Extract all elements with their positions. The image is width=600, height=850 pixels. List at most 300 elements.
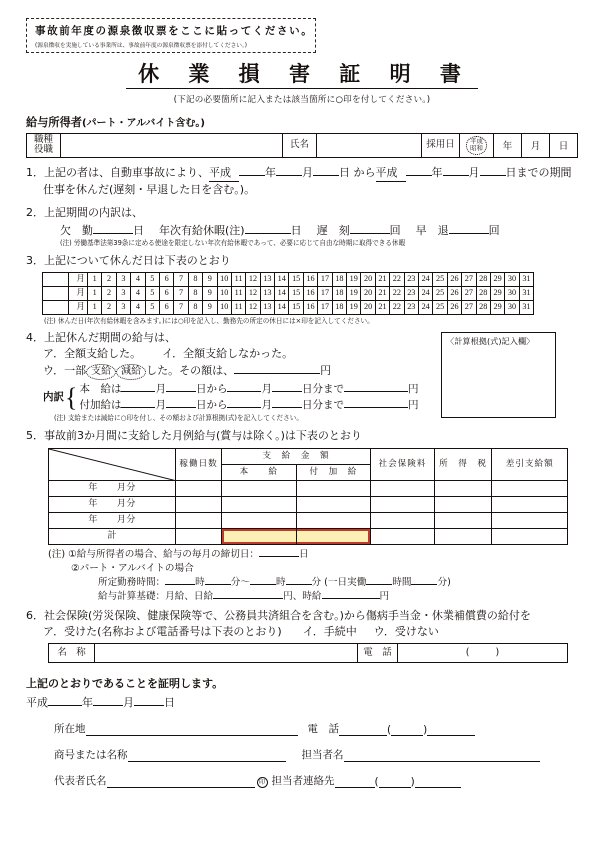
item-4-option-reduce[interactable]: 減給 (116, 364, 146, 381)
calendar-day-cell[interactable]: 22 (390, 286, 404, 300)
item-4-base-from-month-unit: 月 (155, 383, 166, 396)
calendar-day-cell[interactable]: 20 (361, 272, 375, 286)
item-4-base-to-day-unit: 日分まで (301, 383, 344, 396)
contact-tel-last-input[interactable] (415, 775, 461, 788)
insurer-tel-input[interactable] (398, 644, 568, 663)
calendar-day-cell[interactable]: 15 (289, 272, 303, 286)
calendar-day-cell[interactable]: 8 (188, 300, 202, 314)
cert-month-unit: 月 (123, 696, 134, 710)
contact-name-label: 担当者名 (301, 749, 344, 762)
insurer-name-label: 名 称 (49, 644, 95, 663)
item-5-start-hour[interactable] (165, 584, 195, 585)
calendar-day-cell[interactable]: 4 (131, 300, 145, 314)
item-5-end-hour[interactable] (250, 584, 276, 585)
item-4-extra-yen: 円 (407, 398, 419, 411)
table-row (49, 512, 568, 528)
calendar-day-cell[interactable]: 19 (347, 272, 361, 286)
section-heading-sub: (パート・アルバイト含む。) (81, 118, 205, 130)
calendar-day-cell[interactable]: 23 (404, 286, 418, 300)
item-5-end-hour-unit: 時 (275, 576, 286, 588)
calendar-day-cell[interactable]: 6 (159, 286, 173, 300)
calendar-day-cell[interactable]: 10 (217, 300, 231, 314)
item-2-late-label: 遅 刻 (316, 224, 350, 238)
header-net-pay: 差引支給額 (492, 448, 568, 480)
item-5-actual-label: 分 (一日実働 (311, 576, 367, 588)
salary-table-corner-cell (49, 448, 176, 480)
calendar-day-cell[interactable]: 8 (188, 286, 202, 300)
calendar-day-cell[interactable]: 27 (462, 286, 476, 300)
contact-name-input[interactable] (344, 749, 540, 762)
salary-row-2-net[interactable] (492, 496, 568, 512)
worker-info-table (26, 133, 578, 158)
item-5-start-min[interactable] (205, 584, 231, 585)
item-1-month-unit-2: 月 (468, 165, 480, 179)
calendar-day-cell[interactable]: 29 (490, 300, 504, 314)
calendar-day-cell[interactable]: 17 (318, 286, 332, 300)
contact-paren-left: ( (374, 776, 379, 789)
hire-day-label[interactable]: 日 (550, 134, 578, 158)
item-4-option-i[interactable]: イ．全額支給しなかった。 (162, 346, 294, 360)
salary-row-1-net[interactable] (492, 480, 568, 496)
calendar-day-cell[interactable]: 31 (519, 300, 533, 314)
item-4-text: 上記休んだ期間の給与は、 (44, 330, 176, 344)
salary-row-3-net[interactable] (492, 512, 568, 528)
calendar-day-cell[interactable]: 21 (375, 272, 389, 286)
item-5-number: 5． (26, 428, 44, 442)
table-total-row (49, 528, 568, 544)
item-1-era-1[interactable]: 平成 (209, 165, 239, 182)
item-5-start-min-unit: 分～ (230, 576, 250, 588)
item-4-base-yen: 円 (407, 383, 419, 396)
item-4-breakdown-label: 内訳 (43, 391, 64, 404)
calendar-day-cell[interactable]: 4 (131, 286, 145, 300)
calendar-blank-cell (43, 272, 69, 286)
item-2-late-input[interactable] (350, 233, 390, 234)
salary-row-1-tax[interactable] (434, 480, 492, 496)
item-4-base-from-month[interactable] (121, 391, 155, 392)
calendar-day-cell[interactable]: 7 (174, 286, 188, 300)
item-5-daily-wage-input[interactable] (213, 598, 283, 599)
hire-month-label[interactable]: 月 (522, 134, 550, 158)
address-input[interactable] (86, 723, 298, 736)
calendar-day-cell[interactable]: 3 (116, 272, 130, 286)
monthly-salary-table (48, 448, 568, 545)
item-6-option-a[interactable]: ア．受けた(名称および電話番号は下表のとおり) (43, 625, 282, 639)
calendar-day-cell[interactable]: 25 (433, 272, 447, 286)
item-5-actual-hour-unit: 時間 (392, 576, 412, 588)
item-5 (26, 428, 578, 604)
calendar-blank-cell (43, 286, 69, 300)
table-row (49, 644, 568, 663)
item-1-day-unit-2: 日 (505, 165, 517, 179)
cert-era: 平成 (26, 696, 48, 710)
calendar-day-cell[interactable]: 1 (88, 286, 102, 300)
item-1-month-1[interactable] (276, 175, 302, 176)
calendar-day-cell[interactable]: 28 (476, 300, 490, 314)
worker-name-input[interactable] (317, 134, 422, 158)
tel-mid-input[interactable] (391, 723, 423, 736)
header-base-pay: 本 給 (221, 464, 296, 480)
calendar-day-cell[interactable]: 13 (260, 272, 274, 286)
calendar-day-cell[interactable]: 16 (303, 300, 317, 314)
item-6 (26, 608, 578, 663)
footer-paren-left: ( (387, 724, 392, 737)
item-5-actual-min[interactable] (411, 584, 437, 585)
calendar-day-cell[interactable]: 28 (476, 272, 490, 286)
calendar-day-cell[interactable]: 15 (289, 286, 303, 300)
company-name-label: 商号または名称 (54, 749, 128, 762)
calendar-day-cell[interactable]: 14 (275, 272, 289, 286)
calendar-day-cell[interactable]: 17 (318, 272, 332, 286)
item-4-extra-to-month[interactable] (227, 407, 261, 408)
item-4-amount-input[interactable] (234, 373, 320, 374)
item-4-base-amount[interactable] (344, 391, 408, 392)
calendar-day-cell[interactable]: 21 (375, 300, 389, 314)
calendar-day-cell[interactable]: 12 (246, 300, 260, 314)
calendar-day-cell[interactable]: 4 (131, 272, 145, 286)
table-header-row (49, 448, 568, 464)
calendar-day-cell[interactable]: 31 (519, 272, 533, 286)
item-4-note: (注) 支給または減給に○印を付し、その額および計算根拠(式)を記入してください。 (54, 413, 303, 422)
contact-tel-mid-input[interactable] (379, 775, 411, 788)
item-5-note-4 (26, 590, 578, 604)
calendar-day-cell[interactable]: 9 (203, 272, 217, 286)
calendar-day-cell[interactable]: 18 (332, 272, 346, 286)
calendar-day-cell[interactable]: 24 (418, 286, 432, 300)
item-4-base-from-day-unit: 日から (195, 383, 228, 396)
footer-paren-right: ) (423, 724, 428, 737)
salary-row-1-workdays[interactable] (176, 480, 222, 496)
item-4-extra-to-day-unit: 日分まで (301, 398, 344, 411)
table-row (43, 300, 534, 314)
calendar-day-cell[interactable]: 16 (303, 272, 317, 286)
item-2-number: 2． (26, 205, 44, 219)
table-row (43, 286, 534, 300)
calendar-month-cell[interactable]: 月 (69, 286, 88, 300)
insurer-name-input[interactable] (95, 644, 358, 663)
calendar-day-cell[interactable]: 6 (159, 300, 173, 314)
calendar-day-cell[interactable]: 11 (231, 272, 245, 286)
item-2-paid-leave-input[interactable] (245, 233, 291, 234)
era-oval[interactable] (466, 136, 487, 154)
item-5-cutoff-day-unit: 日 (299, 548, 309, 560)
calendar-day-cell[interactable]: 28 (476, 286, 490, 300)
calendar-day-cell[interactable]: 19 (347, 286, 361, 300)
salary-row-2-tax[interactable] (434, 496, 492, 512)
calendar-day-cell[interactable]: 16 (303, 286, 317, 300)
header-income-tax: 所 得 税 (434, 448, 492, 480)
tel-paren-left: ( (465, 647, 470, 659)
calendar-blank-cell (43, 300, 69, 314)
calendar-day-cell[interactable]: 5 (145, 300, 159, 314)
item-4-base-to-month[interactable] (227, 391, 261, 392)
item-4-extra-label: 付加給は (79, 398, 122, 411)
salary-row-2-workdays[interactable] (176, 496, 222, 512)
salary-total-base-highlighted[interactable] (221, 528, 296, 544)
item-4-extra-from-month[interactable] (121, 407, 155, 408)
item-2-absence-label: 欠 勤 (60, 224, 93, 238)
calendar-day-cell[interactable]: 2 (102, 286, 116, 300)
calendar-day-cell[interactable]: 27 (462, 272, 476, 286)
calendar-month-cell[interactable]: 月 (69, 272, 88, 286)
contact-tel-label: 担当者連絡先 (271, 775, 335, 788)
salary-row-2-extra[interactable] (296, 496, 371, 512)
item-4-extra-amount[interactable] (344, 407, 408, 408)
item-5-note-2: ②パート・アルバイトの場合 (71, 562, 194, 574)
item-2-fields (26, 223, 578, 239)
page-title: 休 業 損 害 証 明 書 (126, 62, 478, 89)
cert-month-input[interactable] (93, 705, 123, 706)
item-5-hourly-wage-unit: 円 (379, 590, 390, 602)
item-4-option-pay[interactable]: 支給 (86, 364, 116, 381)
representative-label: 代表者氏名 (54, 775, 107, 788)
calendar-day-cell[interactable]: 10 (217, 272, 231, 286)
footer-representative-row (26, 773, 578, 788)
salary-total-insurance[interactable] (371, 528, 435, 544)
calendar-day-cell[interactable]: 19 (347, 300, 361, 314)
calendar-day-cell[interactable]: 22 (390, 272, 404, 286)
salary-row-3-insurance[interactable] (371, 512, 435, 528)
calendar-day-cell[interactable]: 25 (433, 300, 447, 314)
item-4-option-a[interactable]: ア．全額支給した。 (43, 346, 142, 360)
calendar-day-cell[interactable]: 11 (231, 286, 245, 300)
item-1-month-unit-1: 月 (302, 165, 313, 179)
calendar-day-cell[interactable]: 2 (102, 300, 116, 314)
footer-tel-label: 電 話 (307, 723, 339, 736)
item-4-extra-to-day[interactable] (272, 407, 302, 408)
item-1-text: 上記の者は、自動車事故により、 (44, 165, 209, 179)
item-4-extra-to-month-unit: 月 (261, 398, 272, 411)
item-6-option-u[interactable]: ウ．受けない (373, 625, 439, 639)
cert-year-unit: 年 (82, 696, 93, 710)
item-1-day-unit-1: 日 (339, 165, 350, 179)
item-3-number: 3． (26, 253, 44, 267)
item-1-year-unit-1: 年 (265, 165, 276, 179)
contact-tel-area-input[interactable] (335, 775, 375, 788)
era-heisei: 平成 (470, 137, 483, 146)
item-4-option-u-suffix: した。その額は、 (146, 363, 235, 377)
item-1-month-2[interactable] (443, 175, 469, 176)
calendar-day-cell[interactable]: 13 (260, 300, 274, 314)
calendar-day-cell[interactable]: 20 (361, 286, 375, 300)
item-4-extra-from-day-unit: 日から (195, 398, 228, 411)
salary-total-extra-highlighted[interactable] (296, 528, 371, 544)
item-5-basis-label: 給与計算基礎：月給、日給 (98, 590, 214, 602)
calendar-day-cell[interactable]: 9 (203, 286, 217, 300)
header-workdays: 稼働日数 (176, 448, 222, 480)
salary-row-3-period[interactable]: 年 月分 (49, 512, 176, 528)
item-4-base-to-month-unit: 月 (261, 383, 272, 396)
calendar-day-cell[interactable]: 30 (505, 272, 519, 286)
calendar-day-cell[interactable]: 7 (174, 300, 188, 314)
calendar-day-cell[interactable]: 11 (231, 300, 245, 314)
job-title-label: 職種 役職 (27, 134, 61, 158)
item-2-note: (注) 労働基準法第39条に定める使途を限定しない年次有給休暇であって、必要に応じて自由な時期に取得できる休暇 (60, 239, 406, 248)
header-extra-pay: 付 加 給 (296, 464, 371, 480)
calculation-basis-box[interactable] (441, 332, 556, 418)
item-5-note-1 (26, 548, 578, 562)
calendar-day-cell[interactable]: 23 (404, 272, 418, 286)
certification-footer (26, 675, 578, 788)
calendar-day-cell[interactable]: 9 (203, 300, 217, 314)
seal-icon: 印 (257, 777, 268, 788)
footer-company-row (26, 747, 578, 762)
table-row (49, 480, 568, 496)
calendar-day-cell[interactable]: 14 (275, 300, 289, 314)
job-title-input[interactable] (61, 134, 283, 158)
section-salaried-worker (26, 114, 578, 130)
item-1-era-2[interactable]: 平成 (376, 165, 406, 182)
certification-date-row (26, 694, 578, 710)
calendar-day-cell[interactable]: 29 (490, 272, 504, 286)
worker-name-label: 氏名 (283, 134, 317, 158)
calendar-day-cell[interactable]: 18 (332, 300, 346, 314)
item-4-number: 4． (26, 330, 44, 344)
calendar-day-cell[interactable]: 5 (145, 286, 159, 300)
tel-last-input[interactable] (427, 723, 475, 736)
item-1-until: までの期間 (516, 165, 572, 179)
company-name-input[interactable] (128, 749, 286, 762)
item-4-base-from-day[interactable] (166, 391, 196, 392)
representative-input[interactable] (107, 775, 255, 788)
item-5-actual-min-unit: 分) (437, 576, 451, 588)
calendar-day-cell[interactable]: 12 (246, 286, 260, 300)
diagonal-line-icon (49, 449, 176, 481)
insurer-tel-label: 電 話 (358, 644, 398, 663)
paste-box-sub-text: (源泉徴収を実施している事業所は、事故前年度の源泉徴収票を添付してください。) (35, 43, 248, 49)
certification-statement: 上記のとおりであることを証明します。 (26, 677, 224, 691)
salary-total-net[interactable] (492, 528, 568, 544)
calendar-day-cell[interactable]: 24 (418, 272, 432, 286)
item-1-day-1[interactable] (313, 175, 339, 176)
calendar-day-cell[interactable]: 23 (404, 300, 418, 314)
calendar-day-cell[interactable]: 26 (447, 286, 461, 300)
item-1-from: から (353, 165, 376, 179)
tel-area-input[interactable] (339, 723, 387, 736)
item-2-text: 上記期間の内訳は、 (44, 205, 143, 219)
table-row (49, 496, 568, 512)
calculation-basis-label: 〈計算根拠(式)記入欄〉 (446, 335, 535, 346)
calendar-day-cell[interactable]: 30 (505, 300, 519, 314)
cert-year-input[interactable] (48, 705, 82, 706)
item-1-line-2: 仕事を休んだ(遅刻・早退した日を含む。)。 (43, 182, 256, 196)
salary-row-3-workdays[interactable] (176, 512, 222, 528)
salary-row-3-tax[interactable] (434, 512, 492, 528)
salary-row-3-extra[interactable] (296, 512, 371, 528)
item-6-line-1: 社会保険(労災保険、健康保険等で、公務員共済組合を含む。)から傷病手当金・休業補償費の給付を (44, 609, 531, 623)
calendar-day-cell[interactable]: 12 (246, 272, 260, 286)
calendar-day-cell[interactable]: 8 (188, 272, 202, 286)
item-5-worktime-label: 所定勤務時間： (98, 576, 166, 588)
item-3-note: (注) 休んだ日(年次有給休暇を含みます。)には○印を記入し、勤務先の所定の休日には×印を記入してください。 (44, 316, 374, 325)
salary-total-workdays[interactable] (176, 528, 222, 544)
calendar-month-cell[interactable]: 月 (69, 300, 88, 314)
item-3-text: 上記について休んだ日は下表のとおり (44, 253, 231, 267)
item-2-absence-input[interactable] (93, 233, 133, 234)
calendar-day-cell[interactable]: 18 (332, 286, 346, 300)
calendar-day-cell[interactable]: 2 (102, 272, 116, 286)
table-row (43, 272, 534, 286)
salary-total-label: 計 (49, 528, 176, 544)
item-2-paid-leave-unit: 日 (290, 224, 302, 238)
salary-row-1-insurance[interactable] (371, 480, 435, 496)
era-showa: 昭和 (470, 144, 483, 153)
title-subtitle: (下記の必要箇所に記入または該当箇所に○印を付してください。) (173, 95, 431, 106)
calendar-day-cell[interactable]: 26 (447, 300, 461, 314)
hire-year-label[interactable]: 年 (494, 134, 522, 158)
calendar-day-cell[interactable]: 15 (289, 300, 303, 314)
item-4-extra-from-day[interactable] (166, 407, 196, 408)
calendar-day-cell[interactable]: 13 (260, 286, 274, 300)
item-2-paid-leave-label: 年次有給休暇(注) (159, 224, 245, 238)
era-selector[interactable] (460, 134, 494, 158)
item-4-amount-unit: 円 (320, 363, 332, 377)
calendar-day-cell[interactable]: 25 (433, 286, 447, 300)
absence-calendar-table[interactable] (42, 272, 534, 315)
calendar-day-cell[interactable]: 14 (275, 286, 289, 300)
header-pay-total: 支 給 金 額 (221, 448, 370, 464)
item-4-base-to-day[interactable] (272, 391, 302, 392)
item-5-end-min[interactable] (286, 584, 312, 585)
item-5-actual-hour[interactable] (366, 584, 392, 585)
calendar-day-cell[interactable]: 3 (116, 300, 130, 314)
item-2-early-input[interactable] (449, 233, 489, 234)
item-5-daily-wage-unit: 円、時給 (283, 590, 322, 602)
calendar-day-cell[interactable]: 6 (159, 272, 173, 286)
item-5-cutoff-day-input[interactable] (259, 556, 299, 557)
item-1-day-2[interactable] (480, 175, 506, 176)
calendar-day-cell[interactable]: 3 (116, 286, 130, 300)
calendar-day-cell[interactable]: 24 (418, 300, 432, 314)
tel-paren-right: ) (495, 647, 500, 659)
paste-box-main-text: 事故前年度の源泉徴収票をここに貼ってください。 (35, 25, 314, 37)
calendar-day-cell[interactable]: 5 (145, 272, 159, 286)
calendar-day-cell[interactable]: 26 (447, 272, 461, 286)
calendar-day-cell[interactable]: 7 (174, 272, 188, 286)
salary-row-2-base[interactable] (221, 496, 296, 512)
item-2-absence-unit: 日 (133, 224, 144, 238)
salary-total-tax[interactable] (434, 528, 492, 544)
salary-row-2-period[interactable]: 年 月分 (49, 496, 176, 512)
table-row (27, 134, 578, 158)
item-6-option-i[interactable]: イ．手続中 (302, 625, 357, 639)
calendar-day-cell[interactable]: 10 (217, 286, 231, 300)
item-6-number: 6． (26, 609, 44, 623)
calendar-day-cell[interactable]: 20 (361, 300, 375, 314)
calendar-day-cell[interactable]: 1 (88, 300, 102, 314)
calendar-day-cell[interactable]: 1 (88, 272, 102, 286)
item-4-extra-from-month-unit: 月 (155, 398, 166, 411)
salary-row-2-insurance[interactable] (371, 496, 435, 512)
calendar-day-cell[interactable]: 30 (505, 286, 519, 300)
salary-row-1-period[interactable]: 年 月分 (49, 480, 176, 496)
item-1-year-1[interactable] (239, 175, 265, 176)
cert-day-input[interactable] (134, 705, 164, 706)
calendar-day-cell[interactable]: 31 (519, 286, 533, 300)
item-4-base-label: 本 給は (79, 383, 122, 396)
salary-row-1-extra[interactable] (296, 480, 371, 496)
calendar-day-cell[interactable]: 22 (390, 300, 404, 314)
calendar-day-cell[interactable]: 17 (318, 300, 332, 314)
item-1-year-2[interactable] (406, 175, 432, 176)
salary-row-3-base[interactable] (221, 512, 296, 528)
calendar-day-cell[interactable]: 27 (462, 300, 476, 314)
salary-row-1-base[interactable] (221, 480, 296, 496)
calendar-day-cell[interactable]: 21 (375, 286, 389, 300)
footer-address-row (26, 721, 578, 736)
calendar-day-cell[interactable]: 29 (490, 286, 504, 300)
item-5-hourly-wage-input[interactable] (322, 598, 380, 599)
